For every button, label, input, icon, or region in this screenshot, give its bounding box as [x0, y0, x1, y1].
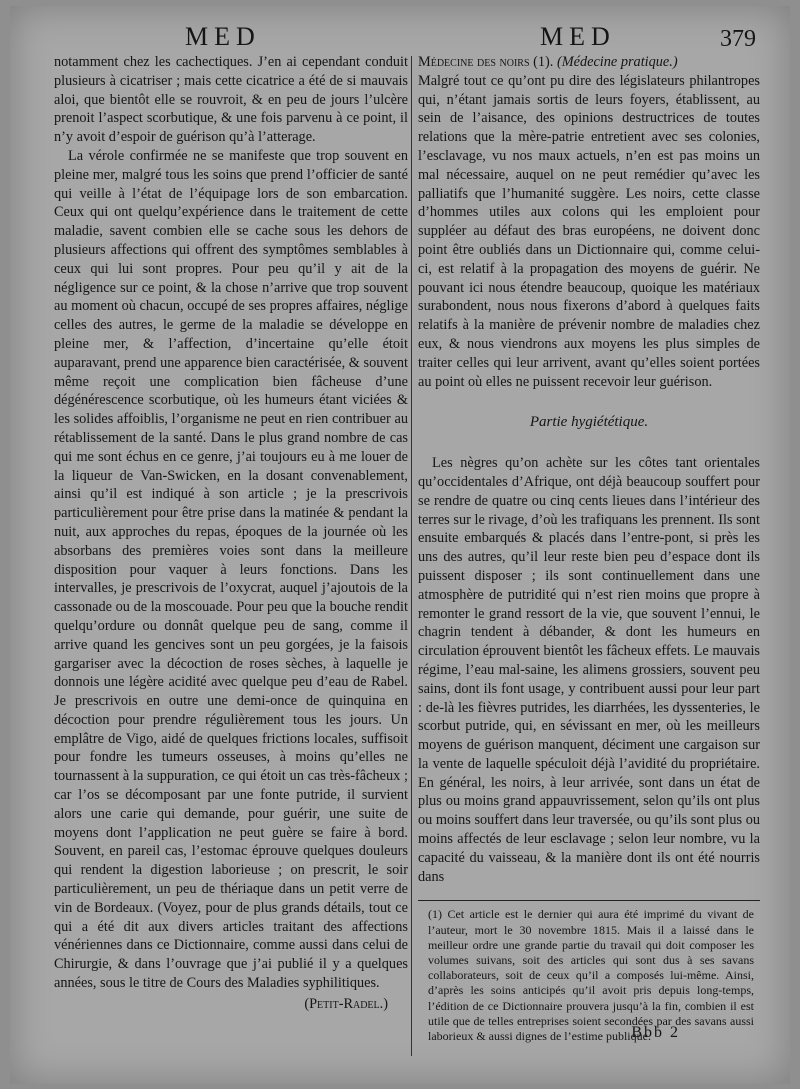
- right-column: [418, 53, 760, 1044]
- running-head-right: MED: [540, 22, 616, 51]
- left-paragraph-1: notamment chez les cachectiques. J’en ai cependant conduit plusieurs à cicatriser ; mais cette cicatrice a été de si mauvais aloi, que bientôt elle se rouvroit, & en peu de jours l’ulcère prenoit l’aspect scorbutique, & une fois parvenu à ce point, il n’y avoit d’espoir de guérison qu’à l’atterage.: [54, 54, 408, 146]
- column-divider: [411, 56, 412, 1056]
- article-category: (Médecine pratique.): [556, 54, 678, 70]
- page-number: 379: [720, 26, 756, 52]
- section-title: Partie hygiététique.: [529, 414, 649, 431]
- article-intro: Malgré tout ce qu’ont pu dire des législateurs philantropes qui, n’étant jamais sortis de leurs foyers, établissent, au sein de l’aisance, des opinions destructrices de toutes relations que la mère-patrie entretient avec ses colonies, l’esclavage, vu nos maux actuels, n’en est pas moins un mal nécessaire, auquel on ne peut remédier qu’avec les palliatifs que l’humanité suggère. Les noirs, cette classe d’hommes utiles aux colons qui les emploient pour suppléer au défaut des bras européens, ne doivent donc point être oubliés dans un Dictionnaire qui, comme celui-ci, est relatif à la propagation des moyens de guérir. Ne pouvant ici nous étendre beaucoup, quoique les matériaux surabondent, nous nous fixerons d’abord à quelques faits relatifs à la manière de prévenir nombre de maladies chez eux, & nous viendrons aux moyens les plus simples de traiter celles qui leur arrivent, avant qu’elles soient portées au point où elles ne puissent recevoir leur guérison.: [418, 72, 760, 390]
- footnote-rule: [418, 900, 760, 901]
- running-head-left: MED: [185, 22, 261, 51]
- footnote-text: (1) Cet article est le dernier qui aura été imprimé du vivant de l’auteur, mort le 30 novembre 1815. Mais il a laissé dans le meilleur ordre une grande partie du travail qui doit composer les volumes suivans, soit des articles qui sont dus à ses savans collaborateurs, soit de ceux qu’il a composés lui-même. Ainsi, d’après les soins anticipés qu’il avoit pris depuis long-temps, l’édition de ce Dictionnaire prouvera jusqu’à la fin, combien il est utile que de telles entreprises soient secondées par des savans aussi laborieux & aussi dignes de l’estime publique.: [428, 907, 754, 1044]
- left-column: [54, 53, 408, 1014]
- left-paragraph-2: La vérole confirmée ne se manifeste que trop souvent en pleine mer, malgré tous les soins que prend l’officier de santé qui veille à l’état de l’équipage lors de son embarcation. Ceux qui ont quelqu’expérience dans le traitement de cette maladie, savent combien elle se cache sous les dehors de plusieurs affections qui offrent des symptômes semblables à ceux qui lui sont propres. Pour peu qu’il y ait de la négligence sur ce point, & la chose n’arrive que trop souvent au moment où chacun, occupé de ses propres affaires, néglige celles des autres, le germe de la maladie se développe en pleine mer, & l’affection, d’incertaine qu’elle étoit auparavant, prend une apparence bien caractérisée, & souvent même reçoit une complication bien fâcheuse d’une dégénérescence scorbutique, où les humeurs étant viciées & les solides affoiblis, l’organisme ne peut en rien contribuer au rétablissement de la santé. Dans le plus grand nombre de cas qui me sont échus en ce genre, j’ai toujours eu à me louer de la liqueur de Van-Swicken, en la dosant convenablement, ainsi qu’il est indiqué à son article ; je la prescrivois particulièrement pour être prise dans la matinée & pendant la nuit, aux approches du repas, époques de la journée où les absorbans des premières voies sont dans la meilleure disposition pour vaquer à leurs fonctions. Dans les intervalles, je prescrivois de l’oxycrat, auquel j’ajoutois de la cassonade ou de la moscouade. Pour peu que la bouche rendit quelqu’ordure ou donnât quelque peu de sang, comme il arrive quand les gencives sont un peu gorgées, je la faisois gargariser avec la décoction de roses sèches, à laquelle je donnois une légère acidité avec quelque peu d’eau de Rabel. Je prescrivois en outre une demi-once de quinquina en décoction pour prendre régulièrement tous les jours. Un emplâtre de Vigo, aidé de quelques frictions locales, suffisoit pour fondre les tumeurs osseuses, à moins qu’elles ne tournassent à la suppuration, ce qui étoit un cas très-fâcheux ; car l’os se décomposant par une fonte putride, il survient alors une carie qui demande, pour guérir, une suite de moyens dont l’application ne peut guère se faire à bord. Souvent, en pareil cas, l’estomac éprouve quelques douleurs qui rendent la digestion laborieuse ; on prescrit, le soir particulièrement, un peu de thériaque dans un petit verre de vin de Bordeaux. (Voyez, pour de plus grands détails, tout ce qui a été dit aux divers articles traitant des affections vénériennes dans ce Dictionnaire, comme aussi dans celui de Chirurgie, & dans l’ouvrage que j’ai publié il y a quelques années, sous le titre de Cours des Maladies syphilitiques.: [54, 147, 408, 992]
- author-signature: (Petit-Radel.): [304, 995, 388, 1012]
- signature-mark: Bbb 2: [631, 1024, 680, 1041]
- article-heading-line: [418, 53, 760, 72]
- page: [10, 6, 790, 1084]
- article-title: Médecine des noirs (1).: [418, 54, 554, 70]
- article-body: Les nègres qu’on achète sur les côtes tant orientales qu’occidentales d’Afrique, ont déjà beaucoup souffert pour se rendre de quatre ou cinq cents lieues dans l’intérieur des terres sur le rivage, d’où les trafiquans les prennent. Ils sont ensuite embarqués & placés dans l’entre-pont, si près les uns des autres, qu’il leur reste bien peu d’espace dont ils puissent disposer ; ils sont continuellement dans une atmosphère de putridité qui n’est rien moins que propre à remonter le grand ressort de la vie, que souvent l’ennui, le chagrin tendent à débander, & dont les humeurs en circulation éprouvent bientôt les fâcheux effets. Le mauvais régime, l’eau mal-saine, les alimens grossiers, souvent peu sains, dont ils font usage, y contribuent aussi pour leur part : de-là les fièvres putrides, les diarrhées, les dyssenteries, le scorbut putride, qui, en sévissant en mer, où les meilleurs moyens de guérison manquent, déciment une cargaison sur la vente de laquelle spéculoit déjà l’avidité du propriétaire. En général, les noirs, à leur arrivée, sont dans un état de plus ou moins grand appauvrissement, selon qu’ils ont plus ou moins souffert dans leur traversée, ou qu’ils sont plus ou moins affectés de leur esclavage ; selon leur nombre, vu la capacité du vaisseau, & la manière dont ils ont été nourris dans: [418, 455, 760, 885]
- footnote: [418, 907, 760, 1044]
